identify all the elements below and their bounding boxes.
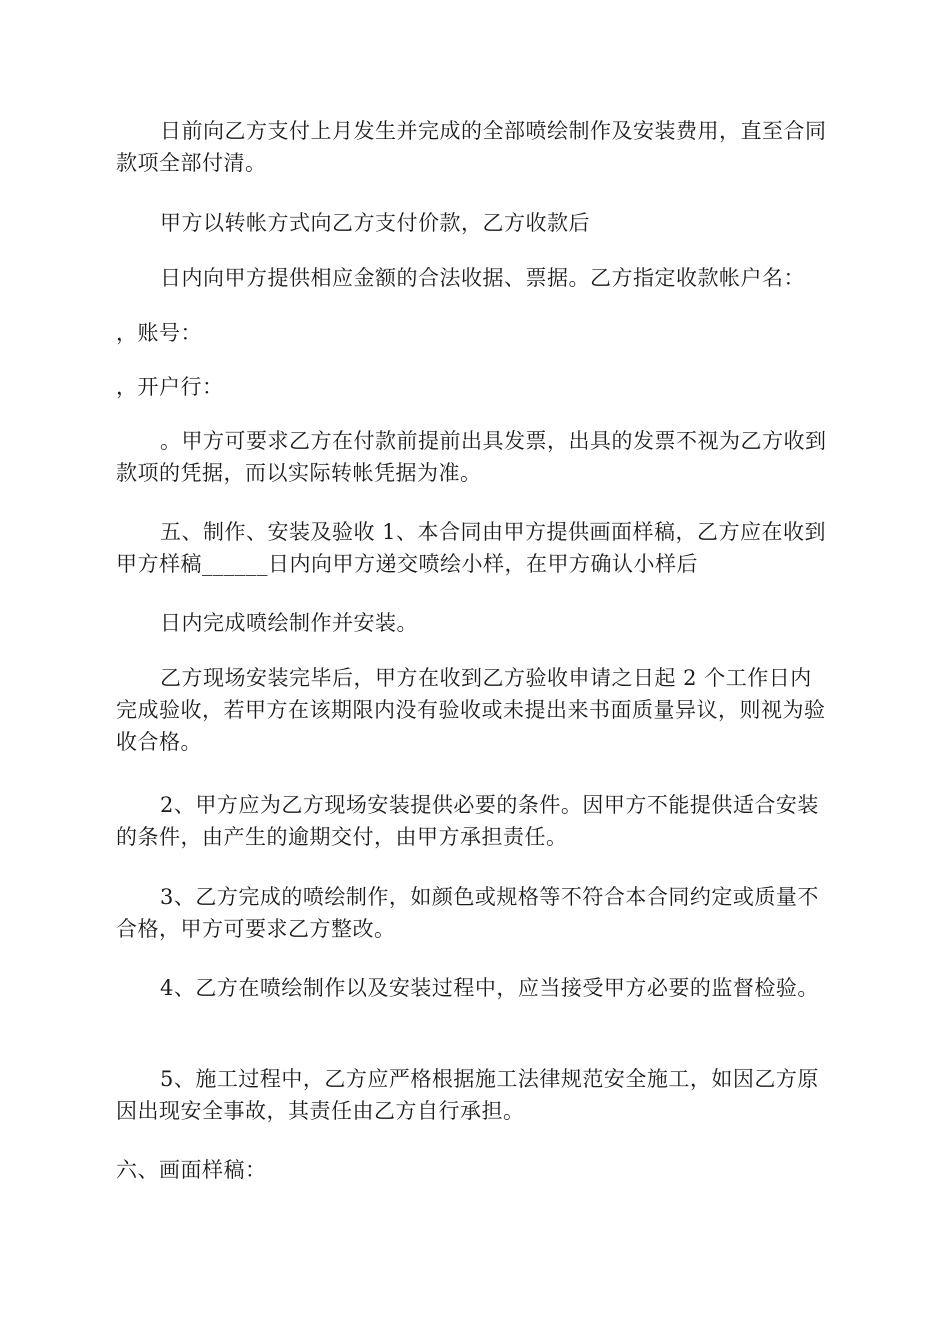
paragraph-invoice: 。甲方可要求乙方在付款前提前出具发票，出具的发票不视为乙方收到款项的凭据，而以实际转帐凭据为准。 (116, 429, 827, 485)
section-heading-sample-draft: 六、画面样稿： (116, 1158, 267, 1182)
paragraph-receipt-account: 日内向甲方提供相应金额的合法收据、票据。乙方指定收款帐户名： (160, 266, 805, 290)
clause-3: 3、乙方完成的喷绘制作，如颜色或规格等不符合本合同约定或质量不合格，甲方可要求乙方整改。 (116, 885, 819, 941)
clause-2: 2、甲方应为乙方现场安装提供必要的条件。因甲方不能提供适合安装的条件，由产生的逾期交付，由甲方承担责任。 (116, 793, 819, 849)
clause-4: 4、乙方在喷绘制作以及安装过程中，应当接受甲方必要的监督检验。 (160, 976, 819, 1000)
paragraph-acceptance: 乙方现场安装完毕后，甲方在收到乙方验收申请之日起 2 个工作日内完成验收，若甲方在该期限内没有验收或未提出来书面质量异议，则视为验收合格。 (116, 666, 826, 754)
paragraph-payment-schedule: 日前向乙方支付上月发生并完成的全部喷绘制作及安装费用，直至合同款项全部付清。 (116, 119, 827, 175)
paragraph-complete-installation: 日内完成喷绘制作并安装。 (160, 611, 418, 635)
paragraph-transfer-payment: 甲方以转帐方式向乙方支付价款，乙方收款后 (160, 211, 590, 235)
paragraph-opening-bank: ，开户行： (116, 375, 224, 399)
paragraph-account-number: ，账号： (116, 321, 202, 345)
clause-5: 5、施工过程中，乙方应严格根据施工法律规范安全施工，如因乙方原因出现安全事故，其责任由乙方自行承担。 (116, 1067, 819, 1123)
section-heading-production-installation: 五、制作、安装及验收 1、本合同由甲方提供画面样稿，乙方应在收到甲方样稿______日内向甲方递交喷绘小样，在甲方确认小样后 (116, 520, 827, 576)
